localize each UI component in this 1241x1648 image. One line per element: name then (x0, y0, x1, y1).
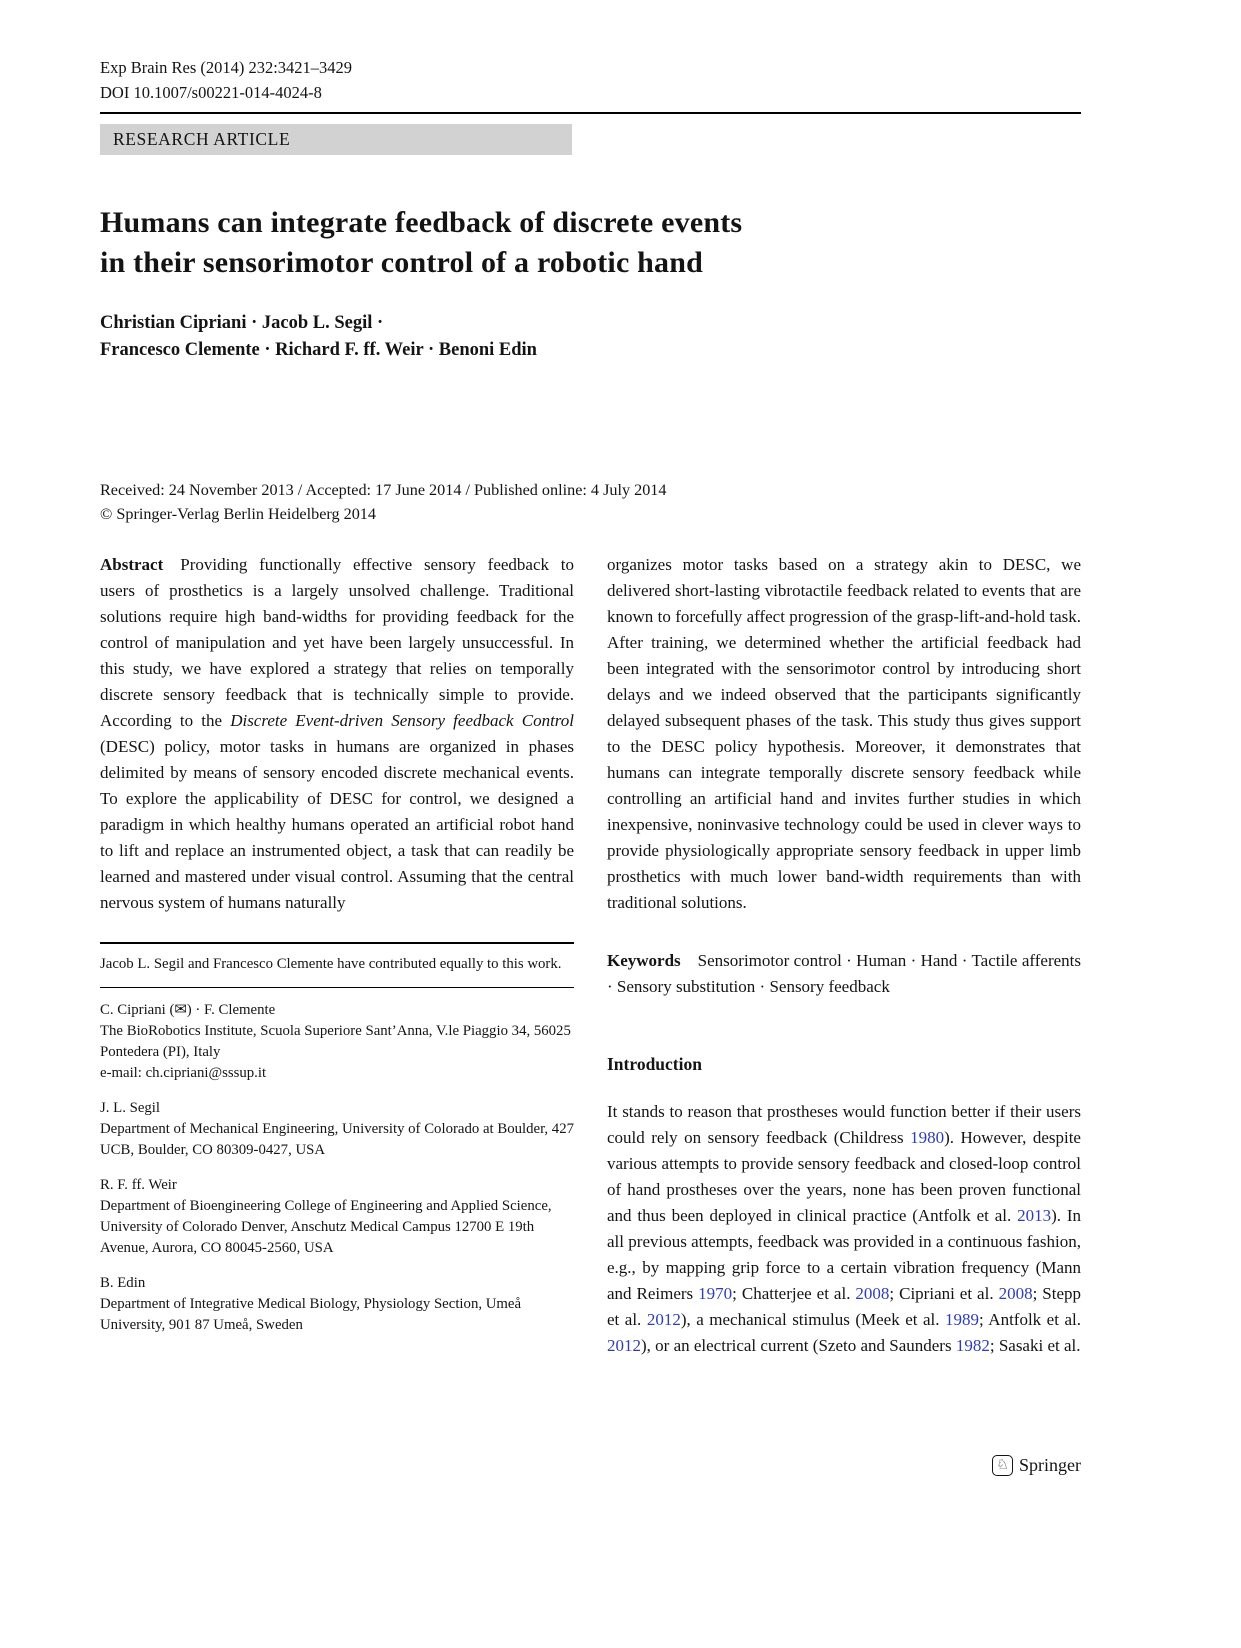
footnote-rule-bottom (100, 987, 574, 989)
text-segment: It stands to reason that prostheses would function better if their users could rely on sensory feedback (Childress (607, 1102, 1081, 1147)
text-segment: ), a mechanical stimulus (Meek et al. (680, 1310, 945, 1329)
affiliation-block (100, 1273, 574, 1336)
abstract-continuation: organizes motor tasks based on a strategy akin to DESC, we delivered short-lasting vibrotactile feedback related to events that are known to forcefully affect progression of the grasp-lift-and-hold task. After training, we determined whether the artificial feedback had been integrated with the sensorimotor control by introducing short delays and we indeed observed that the participants significantly delayed subsequent phases of the task. This study thus gives support to the DESC policy hypothesis. Moreover, it demonstrates that humans can integrate temporally discrete sensory feedback while controlling an artificial hand and invites further studies in which inexpensive, noninvasive technology could be used in clever ways to provide physiologically appropriate sensory feedback in upper limb prosthetics with much lower band-width requirements than with traditional solutions. (607, 555, 1081, 912)
footnotes (100, 942, 574, 1336)
text-segment: Sensorimotor control · Human · Hand · Tactile afferents · Sensory substitution · Sensory feedback (607, 951, 1081, 996)
citation-link[interactable]: 2012 (607, 1336, 641, 1355)
affiliation-body: Department of Bioengineering College of Engineering and Applied Science, University of Colorado Denver, Anschutz Medical Campus 12700 E 19th Avenue, Aurora, CO 80045-2560, USA (100, 1198, 552, 1256)
citation-link[interactable]: 1982 (955, 1336, 990, 1355)
text-segment: ; Chatterjee et al. (732, 1284, 856, 1303)
citation-link[interactable]: 1970 (698, 1284, 733, 1303)
text-segment: ; Stepp et al. (607, 1284, 1081, 1329)
text-segment: Keywords (607, 951, 681, 970)
header-rule (100, 112, 1081, 114)
text-segment: Providing functionally effective sensory feedback to users of prosthetics is a largely unsolved challenge. Traditional solutions require high band-widths for providing feedback for the control of manipulation and yet have been largely unsuccessful. In this study, we have explored a strategy that relies on temporally discrete sensory feedback that is technically simple to provide. According to the (100, 555, 574, 730)
right-column (607, 552, 1081, 1359)
affiliation-name: J. L. Segil (100, 1100, 161, 1116)
publication-info (100, 478, 666, 526)
affiliation-name: C. Cipriani (✉) · F. Clemente (100, 1002, 276, 1018)
introduction-paragraph (607, 1099, 1081, 1359)
received-accepted-published: Received: 24 November 2013 / Accepted: 17 June 2014 / Published online: 4 July 2014 (100, 481, 667, 499)
keywords-paragraph (607, 948, 1081, 1000)
affiliation-body: Department of Mechanical Engineering, University of Colorado at Boulder, 427 UCB, Boulder, CO 80309-0427, USA (100, 1121, 575, 1158)
affiliation-block (100, 1098, 574, 1161)
authors-line-1: Christian Cipriani · Jacob L. Segil · (100, 313, 384, 333)
copyright-line: © Springer-Verlag Berlin Heidelberg 2014 (100, 505, 376, 523)
affiliation-email: e-mail: ch.cipriani@sssup.it (100, 1065, 267, 1081)
text-segment: ; Antfolk et al. (979, 1310, 1081, 1329)
text-segment: ). In all previous attempts, feedback was provided in a continuous fashion, e.g., by mapping grip force to a certain vibration frequency (Mann and Reimers (607, 1206, 1081, 1303)
journal-ref: Exp Brain Res (2014) 232:3421–3429 (100, 58, 353, 77)
citation-link[interactable]: 1980 (910, 1128, 945, 1147)
title-line-1: Humans can integrate feedback of discrete events (100, 206, 743, 239)
page-title (100, 203, 742, 283)
affiliation-block (100, 1175, 574, 1259)
two-column-body (100, 552, 1081, 1359)
authors (100, 310, 537, 364)
affiliation-name: R. F. ff. Weir (100, 1177, 177, 1193)
citation-link[interactable]: 2013 (1017, 1206, 1052, 1225)
text-segment: Abstract (100, 555, 164, 574)
publisher-footer (992, 1455, 1081, 1476)
doi: DOI 10.1007/s00221-014-4024-8 (100, 83, 322, 102)
section-heading-introduction: Introduction (607, 1054, 702, 1074)
text-segment: ), or an electrical current (Szeto and Saunders (641, 1336, 956, 1355)
footnote-rule-top (100, 942, 574, 944)
text-segment: (DESC) policy, motor tasks in humans are organized in phases delimited by means of sensory encoded discrete mechanical events. To explore the applicability of DESC for control, we designed a paradigm in which healthy humans operated an artificial robot hand to lift and replace an instrumented object, a task that can readily be learned and mastered under visual control. Assuming that the central nervous system of humans naturally (100, 737, 574, 912)
affiliation-block (100, 1000, 574, 1084)
publisher-name: Springer (1019, 1455, 1081, 1475)
title-line-2: in their sensorimotor control of a robotic hand (100, 246, 704, 279)
springer-logo-icon: ♘ (992, 1455, 1013, 1476)
left-column (100, 552, 574, 1359)
article-type-badge: RESEARCH ARTICLE (100, 124, 572, 155)
journal-header (100, 55, 352, 105)
abstract-paragraph (100, 552, 574, 916)
text-segment: ). However, despite various attempts to provide sensory feedback and closed-loop control of hand prostheses over the years, none has been proven functional and thus been deployed in clinical practice (Antfolk et al. (607, 1128, 1081, 1225)
affiliation-body: Department of Integrative Medical Biology, Physiology Section, Umeå University, 901 87 Umeå, Sweden (100, 1296, 522, 1333)
text-segment: Discrete Event-driven Sensory feedback Control (230, 711, 575, 730)
text-segment: ; Cipriani et al. (889, 1284, 999, 1303)
authors-line-2: Francesco Clemente · Richard F. ff. Weir · Benoni Edin (100, 340, 537, 360)
affiliation-body: The BioRobotics Institute, Scuola Superiore Sant’Anna, V.le Piaggio 34, 56025 Pontedera (PI), Italy (100, 1023, 571, 1060)
citation-link[interactable]: 2008 (855, 1284, 890, 1303)
affiliation-name: B. Edin (100, 1275, 146, 1291)
text-segment: ; Sasaki et al. (989, 1336, 1081, 1355)
citation-link[interactable]: 2012 (646, 1310, 681, 1329)
citation-link[interactable]: 2008 (998, 1284, 1033, 1303)
citation-link[interactable]: 1989 (945, 1310, 979, 1329)
contribution-note: Jacob L. Segil and Francesco Clemente have contributed equally to this work. (100, 955, 562, 972)
